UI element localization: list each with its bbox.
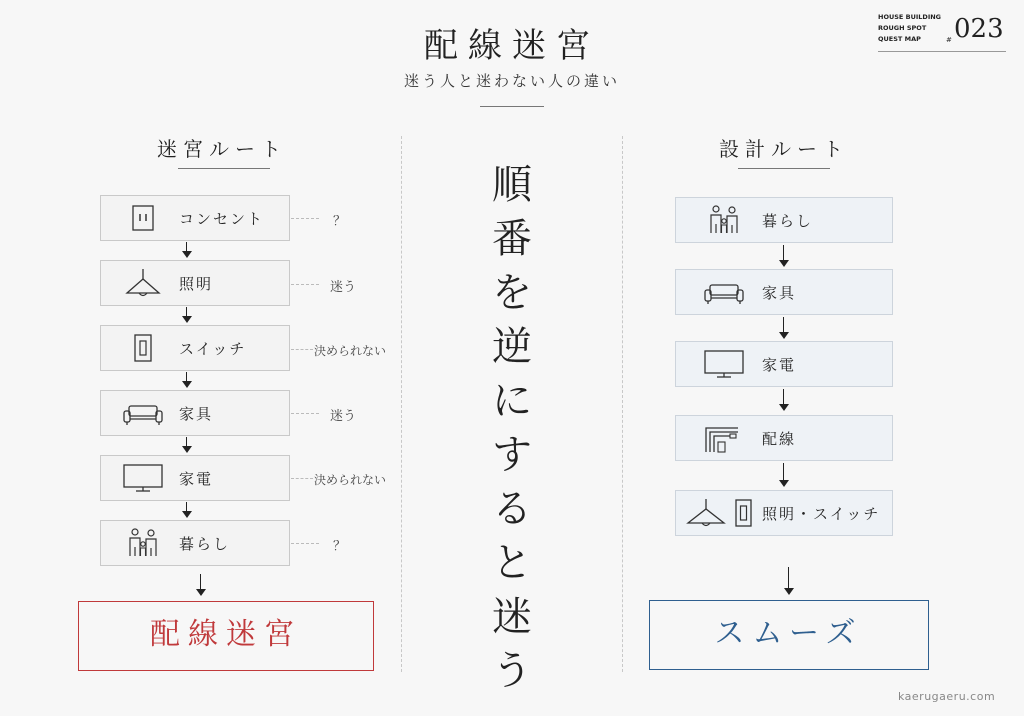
badge-line-3: QUEST MAP (878, 35, 921, 43)
right-heading-underline (738, 168, 830, 169)
step-label: 家電 (762, 356, 797, 374)
message-char: 逆 (492, 324, 532, 370)
note-connector (291, 349, 313, 350)
down-arrow (779, 389, 789, 411)
message-char: 迷 (492, 594, 532, 640)
column-divider-right (622, 136, 623, 672)
badge-hash: # (946, 36, 952, 44)
down-arrow (779, 245, 789, 267)
family-icon (121, 527, 165, 559)
light-switch-icon (121, 332, 165, 364)
design-step-furniture (675, 269, 893, 315)
maze-step-lifestyle (100, 520, 290, 566)
outlet-icon (121, 202, 165, 234)
step-label: 家電 (179, 470, 214, 488)
badge-underline (878, 51, 1006, 52)
note-connector (291, 284, 319, 285)
right-column-heading: 設計ルート (719, 137, 849, 161)
step-label: コンセント (179, 210, 265, 228)
sofa-icon (702, 276, 746, 308)
message-char: に (492, 378, 532, 424)
step-label: 家具 (179, 405, 214, 423)
badge-number: 023 (954, 14, 1004, 44)
sofa-icon (121, 397, 165, 429)
maze-step-outlet (100, 195, 290, 241)
step-note: ？ (333, 539, 347, 554)
down-arrow (182, 502, 192, 518)
down-arrow (779, 317, 789, 339)
step-label: 家具 (762, 284, 797, 302)
site-credit: kaerugaeru.com (898, 690, 996, 703)
message-char: る (492, 486, 532, 532)
left-heading-underline (178, 168, 270, 169)
down-arrow (182, 437, 192, 453)
message-char: う (492, 648, 532, 694)
down-arrow (182, 307, 192, 323)
page-title: 配線迷宮 (424, 26, 600, 66)
note-connector (291, 218, 319, 219)
wiring-icon (702, 422, 746, 454)
message-char: を (492, 270, 532, 316)
design-step-wiring (675, 415, 893, 461)
note-connector (291, 478, 313, 479)
down-arrow (182, 372, 192, 388)
message-char: と (492, 540, 532, 586)
family-icon (702, 204, 746, 236)
maze-step-switch (100, 325, 290, 371)
design-step-lifestyle (675, 197, 893, 243)
smooth-result-box: スムーズ (649, 600, 929, 670)
step-note: 決められない (314, 473, 387, 487)
step-note: ？ (333, 214, 347, 229)
note-connector (291, 413, 319, 414)
maze-result-box: 配線迷宮 (78, 601, 374, 671)
step-label: 暮らし (179, 535, 231, 553)
message-char: 順 (492, 162, 532, 208)
badge-line-2: ROUGH SPOT (878, 24, 927, 32)
step-note: 迷う (330, 280, 357, 295)
column-divider-left (401, 136, 402, 672)
step-note: 迷う (330, 409, 357, 424)
down-arrow (779, 463, 789, 487)
message-char: 番 (492, 216, 532, 262)
lamp-and-switch-icon (684, 497, 756, 529)
tv-icon (121, 462, 165, 494)
down-arrow (182, 242, 192, 258)
step-note: 決められない (314, 344, 387, 358)
page-subtitle: 迷う人と迷わない人の違い (403, 72, 620, 90)
left-column-heading: 迷宮ルート (157, 137, 287, 161)
tv-icon (702, 348, 746, 380)
design-step-appliances (675, 341, 893, 387)
maze-step-furniture (100, 390, 290, 436)
series-badge (878, 12, 941, 45)
step-label: 配線 (762, 430, 797, 448)
down-arrow (784, 567, 794, 595)
step-label: 照明・スイッチ (762, 505, 881, 523)
maze-step-lighting (100, 260, 290, 306)
pendant-lamp-icon (121, 267, 165, 299)
message-char: す (492, 432, 532, 478)
center-vertical-message (488, 158, 536, 698)
note-connector (291, 543, 319, 544)
maze-step-appliances (100, 455, 290, 501)
step-label: スイッチ (179, 340, 247, 358)
title-underline (480, 106, 544, 107)
step-label: 暮らし (762, 212, 814, 230)
down-arrow (196, 574, 206, 596)
design-step-lighting-switch (675, 490, 893, 536)
step-label: 照明 (179, 275, 214, 293)
badge-line-1: HOUSE BUILDING (878, 13, 942, 21)
